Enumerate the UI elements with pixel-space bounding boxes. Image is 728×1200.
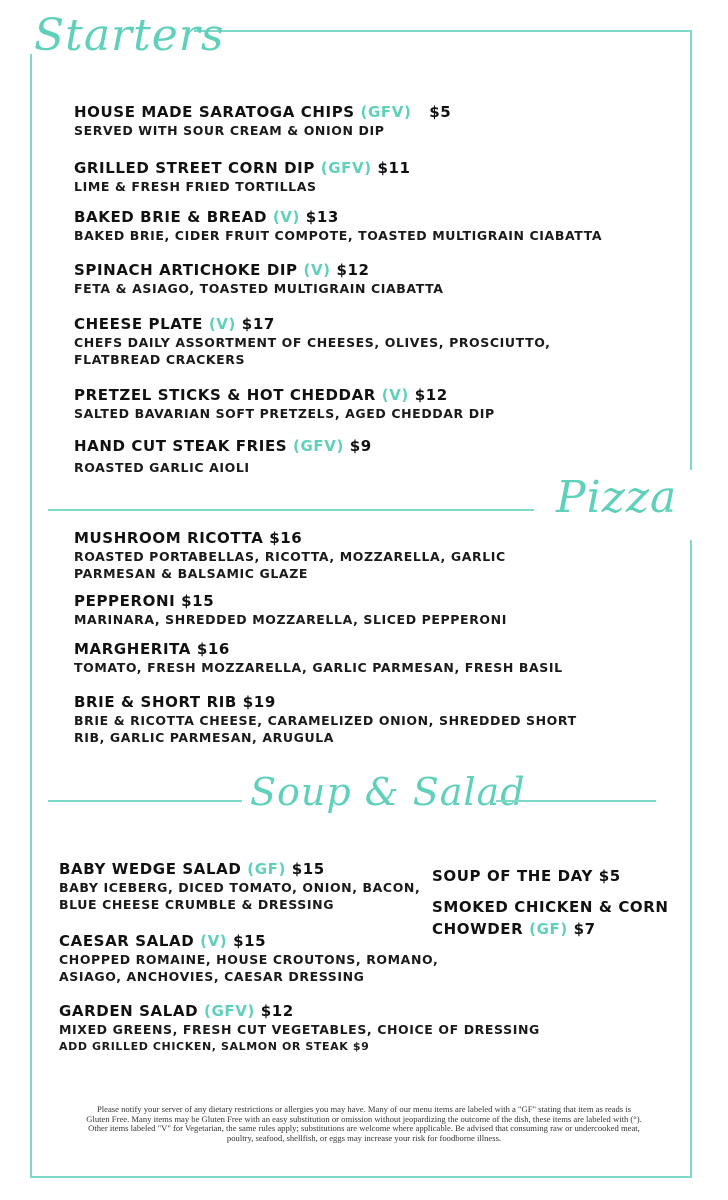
diet-tag: (GFV)	[360, 103, 412, 121]
item-description: PARMESAN & BALSAMIC GLAZE	[74, 566, 308, 581]
item-description: BLUE CHEESE CRUMBLE & DRESSING	[59, 897, 335, 912]
item-description: BAKED BRIE, CIDER FRUIT COMPOTE, TOASTED MULTIGRAIN CIABATTA	[74, 228, 603, 243]
item-description: MARINARA, SHREDDED MOZZARELLA, SLICED PEPPERONI	[74, 612, 507, 627]
diet-tag: (V)	[208, 315, 236, 333]
item-description: ROASTED PORTABELLAS, RICOTTA, MOZZARELLA, GARLIC	[74, 549, 506, 564]
soup-salad-heading: Soup & Salad	[250, 770, 526, 814]
item-title: MARGHERITA $16	[74, 640, 230, 658]
item-title: SOUP OF THE DAY $5	[432, 867, 621, 885]
item-price: $17	[241, 315, 275, 333]
item-addon: ADD GRILLED CHICKEN, SALMON OR STEAK $9	[59, 1040, 370, 1053]
item-title: BRIE & SHORT RIB $19	[74, 693, 276, 711]
item-price: $13	[305, 208, 339, 226]
pizza-divider-rule	[48, 509, 534, 511]
diet-tag: (V)	[272, 208, 300, 226]
item-title-line2	[432, 920, 669, 939]
diet-tag: (GF)	[247, 860, 286, 878]
starter-name	[74, 208, 602, 227]
salad-name	[59, 932, 438, 951]
item-title: BABY WEDGE SALAD	[59, 860, 242, 878]
pizza-item-margherita	[74, 640, 563, 676]
soup-item-soup-of-the-day	[432, 867, 621, 886]
item-title: HOUSE MADE SARATOGA CHIPS	[74, 103, 355, 121]
item-description: CHOPPED ROMAINE, HOUSE CROUTONS, ROMANO,	[59, 952, 439, 967]
starter-name	[74, 437, 372, 456]
starter-name	[74, 315, 551, 334]
salad-item-garden	[59, 1002, 540, 1055]
starter-name	[74, 261, 444, 280]
starter-item-street-corn-dip	[74, 159, 411, 195]
item-description: FLATBREAD CRACKERS	[74, 352, 246, 367]
item-description: LIME & FRESH FRIED TORTILLAS	[74, 179, 317, 194]
item-price: $15	[233, 932, 267, 950]
diet-tag: (GFV)	[320, 159, 372, 177]
item-title: MUSHROOM RICOTTA $16	[74, 529, 303, 547]
salad-name	[59, 1002, 540, 1021]
item-description: RIB, GARLIC PARMESAN, ARUGULA	[74, 730, 335, 745]
starter-name	[74, 103, 451, 122]
salad-item-caesar	[59, 932, 438, 985]
item-description: SALTED BAVARIAN SOFT PRETZELS, AGED CHEDDAR DIP	[74, 406, 495, 421]
starter-item-steak-fries	[74, 437, 372, 476]
dietary-disclaimer: Please notify your server of any dietary restrictions or allergies you may have. Many of our menu items are labeled with a "GF" stating that item as reads is Gluten Free. Many items may be Gluten Free with an easy substitution or omission without jeopardizing the outcome of the dish, these items are labeled with (°). Other items labeled "V" for Vegetarian, the same rules apply; substitutions are welcome where applicable. Be advised that consuming raw or undercooked meat, poultry, seafood, shellfish, or eggs may increase your risk for foodborne illness.	[86, 1104, 642, 1143]
starter-item-saratoga-chips	[74, 103, 451, 139]
item-description: TOMATO, FRESH MOZZARELLA, GARLIC PARMESAN, FRESH BASIL	[74, 660, 563, 675]
soup-item-chowder	[432, 898, 669, 939]
item-title: BAKED BRIE & BREAD	[74, 208, 268, 226]
item-title: PEPPERONI $15	[74, 592, 215, 610]
diet-tag: (V)	[200, 932, 228, 950]
item-description: ROASTED GARLIC AIOLI	[74, 460, 250, 475]
starter-name	[74, 386, 495, 405]
salad-name	[59, 860, 420, 879]
starters-heading: Starters	[34, 10, 225, 61]
diet-tag: (V)	[303, 261, 331, 279]
item-title: PRETZEL STICKS & HOT CHEDDAR	[74, 386, 376, 404]
pizza-item-pepperoni	[74, 592, 507, 628]
item-title: SMOKED CHICKEN & CORN	[432, 898, 669, 916]
item-description: FETA & ASIAGO, TOASTED MULTIGRAIN CIABATTA	[74, 281, 444, 296]
pizza-heading: Pizza	[556, 472, 678, 523]
item-title: GRILLED STREET CORN DIP	[74, 159, 315, 177]
item-description: MIXED GREENS, FRESH CUT VEGETABLES, CHOICE OF DRESSING	[59, 1022, 540, 1037]
item-price: $9	[349, 437, 372, 455]
starter-item-pretzel-sticks	[74, 386, 495, 422]
item-title: SPINACH ARTICHOKE DIP	[74, 261, 298, 279]
soup-salad-rule-left	[48, 800, 242, 802]
item-description: ASIAGO, ANCHOVIES, CAESAR DRESSING	[59, 969, 365, 984]
item-price: $11	[377, 159, 411, 177]
item-price: $12	[414, 386, 448, 404]
starter-item-spinach-artichoke-dip	[74, 261, 444, 297]
item-description: SERVED WITH SOUR CREAM & ONION DIP	[74, 123, 385, 138]
item-price: $12	[336, 261, 370, 279]
pizza-item-mushroom-ricotta	[74, 529, 506, 582]
diet-tag: (GFV)	[293, 437, 344, 455]
starter-item-baked-brie	[74, 208, 602, 244]
item-title: CAESAR SALAD	[59, 932, 195, 950]
item-description: BABY ICEBERG, DICED TOMATO, ONION, BACON,	[59, 880, 421, 895]
item-title: CHEESE PLATE	[74, 315, 204, 333]
item-description: BRIE & RICOTTA CHEESE, CARAMELIZED ONION, SHREDDED SHORT	[74, 713, 577, 728]
item-title: CHOWDER	[432, 920, 524, 938]
soup-salad-rule-right	[496, 800, 656, 802]
item-title: GARDEN SALAD	[59, 1002, 199, 1020]
salad-item-baby-wedge	[59, 860, 420, 913]
diet-tag: (GF)	[529, 920, 568, 938]
item-price: $12	[260, 1002, 294, 1020]
item-price: $15	[291, 860, 325, 878]
starter-name	[74, 159, 411, 178]
diet-tag: (GFV)	[204, 1002, 255, 1020]
pizza-item-brie-short-rib	[74, 693, 577, 746]
item-price: $5	[429, 103, 452, 121]
item-description: CHEFS DAILY ASSORTMENT OF CHEESES, OLIVES, PROSCIUTTO,	[74, 335, 551, 350]
starter-item-cheese-plate	[74, 315, 551, 368]
item-title: HAND CUT STEAK FRIES	[74, 437, 288, 455]
diet-tag: (V)	[381, 386, 409, 404]
item-price: $7	[573, 920, 596, 938]
